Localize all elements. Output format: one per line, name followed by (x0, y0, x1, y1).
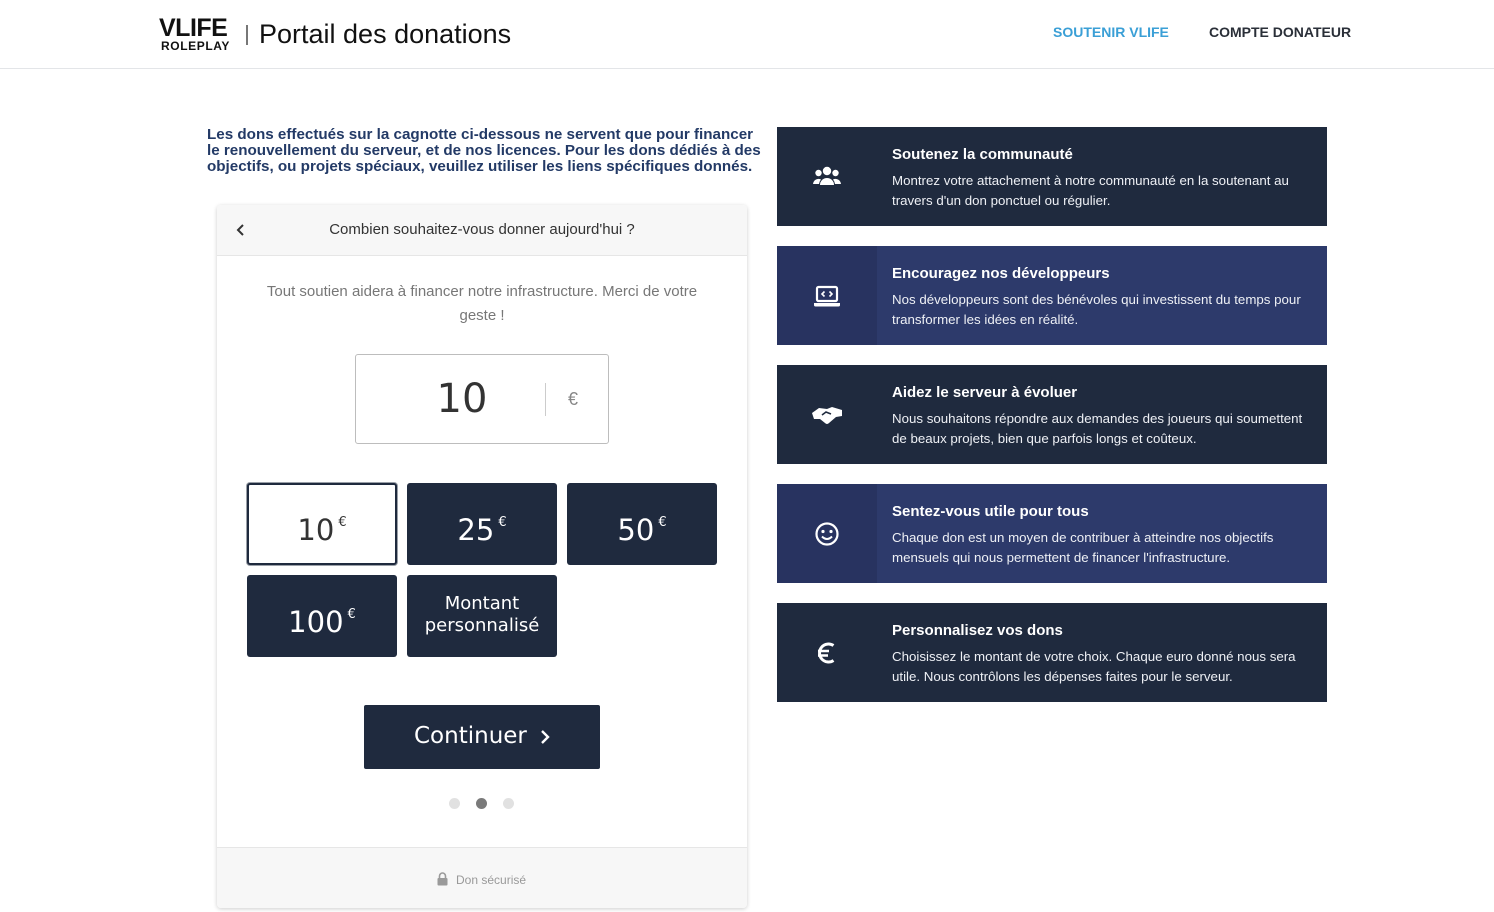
feature-panel-server (777, 365, 1327, 464)
handshake-icon (810, 398, 844, 432)
feature-panel-useful (777, 484, 1327, 583)
smile-icon (810, 517, 844, 551)
panel-title: Sentez-vous utile pour tous (892, 503, 1089, 520)
feature-panel-developers (777, 246, 1327, 345)
top-header (0, 0, 1494, 69)
preset-10-button[interactable] (247, 483, 397, 565)
panel-title: Personnalisez vos dons (892, 622, 1063, 639)
custom-amount-label-line1: Montant (444, 593, 520, 614)
preset-currency: € (658, 515, 667, 530)
panel-title: Aidez le serveur à évoluer (892, 384, 1078, 401)
page-title: Portail des donations (259, 19, 512, 49)
preset-currency: € (347, 607, 356, 622)
amount-input[interactable] (362, 373, 562, 425)
custom-amount-label-line2: personnalisé (424, 615, 540, 636)
donation-subtitle: Tout soutien aidera à financer notre infrastructure. Merci de votre geste ! (266, 283, 698, 324)
preset-value: 50 (617, 513, 655, 547)
logo-sub-text: ROLEPLAY (161, 39, 231, 53)
card-footer (217, 847, 747, 908)
logo-main-text: VLIFE (159, 14, 228, 42)
preset-value: 10 (297, 513, 335, 547)
laptop-code-icon (810, 279, 844, 313)
preset-100-button[interactable] (247, 575, 397, 657)
secure-donation-label: Don sécurisé (456, 873, 527, 887)
users-icon (810, 160, 844, 194)
lock-icon (437, 872, 448, 886)
panel-text: Nous souhaitons répondre aux demandes des joueurs qui soumettent de beaux projets, bien que parfois longs et coûteux. (892, 411, 1303, 446)
donation-question: Combien souhaitez-vous donner aujourd'hui ? (329, 221, 635, 238)
panel-text: Chaque don est un moyen de contribuer à atteindre nos objectifs mensuels qui nous permettent de financer l'infrastructure. (892, 530, 1274, 565)
donation-disclaimer: Les dons effectués sur la cagnotte ci-dessous ne servent que pour financer le renouvellement du serveur, et de nos licences. Pour les dons dédiés à des objectifs, ou projets spéciaux, veuillez utiliser les liens spécifiques donnés. (207, 126, 761, 175)
step-dot-3[interactable] (503, 798, 514, 809)
panel-text: Nos développeurs sont des bénévoles qui investissent du temps pour transformer les idées en réalité. (892, 292, 1301, 327)
euro-icon (810, 636, 844, 670)
preset-value: 100 (288, 605, 344, 639)
nav-link-support[interactable]: SOUTENIR VLIFE (1053, 24, 1169, 40)
step-dot-2[interactable] (476, 798, 487, 809)
continue-label: Continuer (414, 723, 527, 749)
feature-panel-community (777, 127, 1327, 226)
step-dot-1[interactable] (449, 798, 460, 809)
feature-panel-custom (777, 603, 1327, 702)
card-header (217, 205, 747, 256)
preset-50-button[interactable] (567, 483, 717, 565)
chevron-right-icon (539, 728, 551, 746)
custom-amount-button[interactable] (407, 575, 557, 657)
continue-button[interactable] (364, 705, 600, 769)
preset-currency: € (338, 515, 347, 530)
title-separator (246, 25, 248, 45)
vlife-logo[interactable] (159, 14, 241, 54)
donation-card (217, 205, 747, 908)
amount-divider (545, 383, 546, 416)
preset-value: 25 (457, 513, 495, 547)
panel-text: Choisissez le montant de votre choix. Chaque euro donné nous sera utile. Nous contrôlons les dépenses faites pour le serveur. (892, 649, 1296, 684)
panel-text: Montrez votre attachement à notre communauté en la soutenant au travers d'un don ponctuel ou régulier. (892, 173, 1289, 208)
amount-currency: € (568, 389, 579, 409)
panel-title: Encouragez nos développeurs (892, 265, 1110, 282)
amount-field[interactable] (355, 354, 609, 444)
nav-link-donor-account[interactable]: COMPTE DONATEUR (1209, 24, 1352, 40)
preset-25-button[interactable] (407, 483, 557, 565)
panel-title: Soutenez la communauté (892, 146, 1073, 163)
preset-currency: € (498, 515, 507, 530)
